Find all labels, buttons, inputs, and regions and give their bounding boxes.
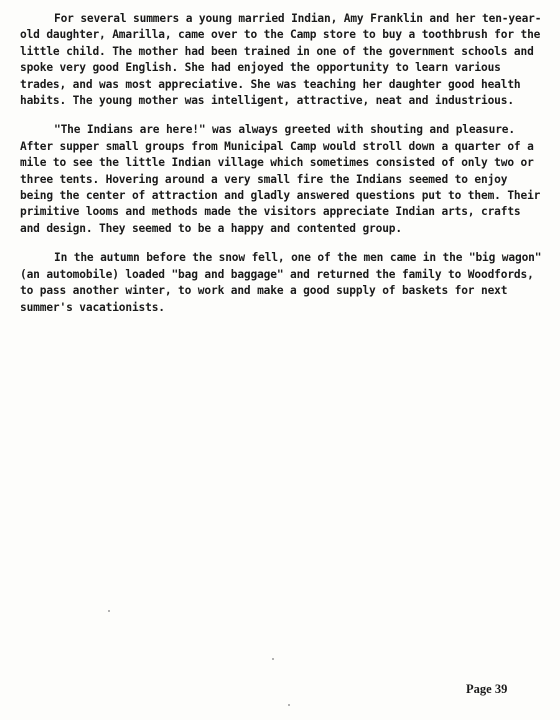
scan-speck — [272, 658, 274, 660]
paragraph-autumn-return: In the autumn before the snow fell, one of the men came in the "big wagon" (an automobile) loaded "bag and baggage" and returned the family to Woodfords, to pass another winter, to work and make a good supply of baskets for next summer's vacationists. — [20, 251, 542, 314]
page-number-value: 39 — [494, 682, 508, 696]
page-label: Page — [466, 682, 495, 696]
paragraph-amy-franklin: For several summers a young married Indian, Amy Franklin and her ten-year-old daughter, Amarilla, came over to the Camp store to buy a toothbrush for the little child. The mother had been trained in one of the government schools and spoke very good English. She had enjoyed the opportunity to learn various trades, and was most appreciative. She was teaching her daughter good health habits. The young mother was intelligent, attractive, neat and industrious. — [20, 12, 542, 108]
scan-speck — [108, 610, 110, 612]
paragraph-indian-village: "The Indians are here!" was always greeted with shouting and pleasure. After supper small groups from Municipal Camp would stroll down a quarter of a mile to see the little Indian village which sometimes consisted of only two or three tents. Hovering around a very small fire the Indians seemed to enjoy being the center of attraction and gladly answered questions put to them. Their primitive looms and methods made the visitors appreciate Indian arts, crafts and design. They seemed to be a happy and contented group. — [20, 123, 541, 235]
page-number — [466, 682, 507, 697]
scan-speck — [288, 704, 290, 706]
body-text — [20, 11, 544, 329]
